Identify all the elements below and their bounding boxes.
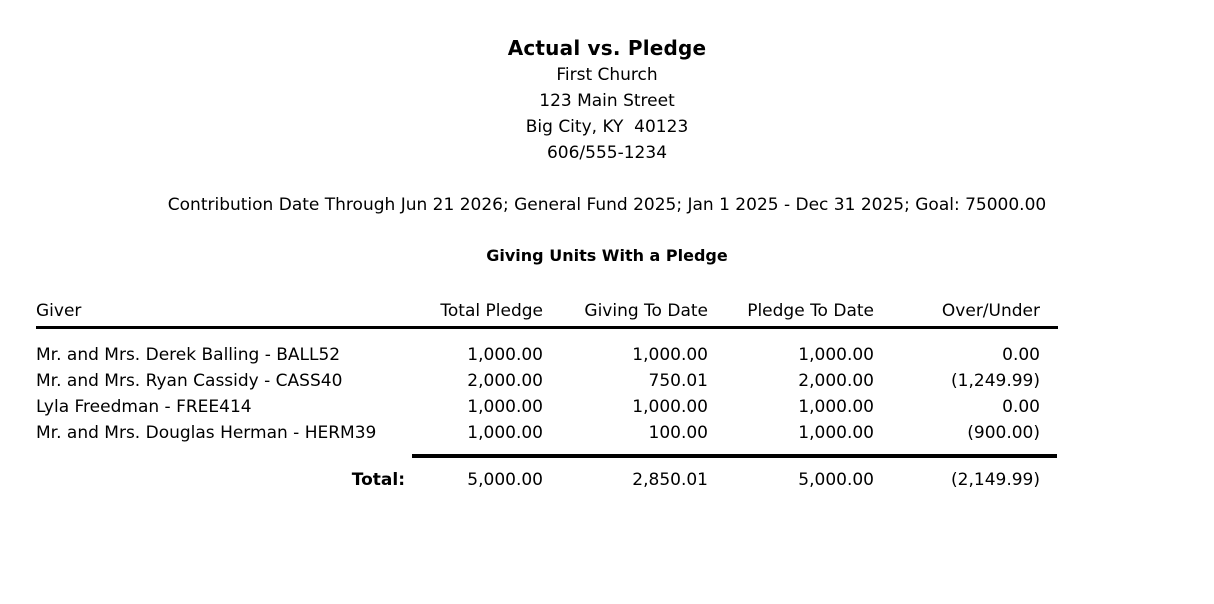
total-over-under: (2,149.99) xyxy=(951,470,1040,490)
table-body xyxy=(36,342,1058,446)
cell-pledge-to-date: 1,000.00 xyxy=(798,345,874,365)
org-phone: 606/555-1234 xyxy=(546,143,668,163)
column-header-pledge-to-date: Pledge To Date xyxy=(747,301,874,321)
total-rule-line xyxy=(412,454,1057,458)
table-total-row xyxy=(36,467,1058,493)
total-giving-to-date: 2,850.01 xyxy=(632,470,708,490)
org-city-state-zip: Big City, KY 40123 xyxy=(525,117,689,137)
pledge-table xyxy=(36,296,1058,493)
column-header-giver: Giver xyxy=(36,301,82,321)
cell-over-under: (900.00) xyxy=(967,423,1040,443)
report-criteria-line: Contribution Date Through Jun 21 2026; General Fund 2025; Jan 1 2025 - Dec 31 2025; Goal: 75000.00 xyxy=(167,195,1047,215)
table-row xyxy=(36,368,1058,394)
section-title: Giving Units With a Pledge xyxy=(486,246,728,265)
cell-giver: Mr. and Mrs. Ryan Cassidy - CASS40 xyxy=(36,371,343,391)
cell-over-under: (1,249.99) xyxy=(951,371,1040,391)
cell-giver: Mr. and Mrs. Derek Balling - BALL52 xyxy=(36,345,341,365)
cell-giving-to-date: 1,000.00 xyxy=(632,397,708,417)
cell-pledge-to-date: 1,000.00 xyxy=(798,423,874,443)
column-header-over-under: Over/Under xyxy=(941,301,1040,321)
report-header xyxy=(0,34,1214,166)
table-row xyxy=(36,394,1058,420)
table-row xyxy=(36,420,1058,446)
cell-pledge-to-date: 1,000.00 xyxy=(798,397,874,417)
total-total-pledge: 5,000.00 xyxy=(467,470,543,490)
cell-giver: Mr. and Mrs. Douglas Herman - HERM39 xyxy=(36,423,377,443)
cell-giving-to-date: 750.01 xyxy=(648,371,708,391)
total-label: Total: xyxy=(351,470,405,490)
cell-total-pledge: 2,000.00 xyxy=(467,371,543,391)
total-pledge-to-date: 5,000.00 xyxy=(798,470,874,490)
table-header-row xyxy=(36,296,1058,329)
table-row xyxy=(36,342,1058,368)
cell-over-under: 0.00 xyxy=(1002,397,1040,417)
cell-pledge-to-date: 2,000.00 xyxy=(798,371,874,391)
cell-over-under: 0.00 xyxy=(1002,345,1040,365)
cell-giving-to-date: 100.00 xyxy=(648,423,708,443)
cell-total-pledge: 1,000.00 xyxy=(467,345,543,365)
cell-giver: Lyla Freedman - FREE414 xyxy=(36,397,252,417)
column-header-giving-to-date: Giving To Date xyxy=(584,301,708,321)
column-header-total-pledge: Total Pledge xyxy=(440,301,543,321)
cell-giving-to-date: 1,000.00 xyxy=(632,345,708,365)
org-street: 123 Main Street xyxy=(539,91,675,111)
cell-total-pledge: 1,000.00 xyxy=(467,397,543,417)
org-name: First Church xyxy=(556,65,658,85)
report-title: Actual vs. Pledge xyxy=(507,36,707,60)
cell-total-pledge: 1,000.00 xyxy=(467,423,543,443)
